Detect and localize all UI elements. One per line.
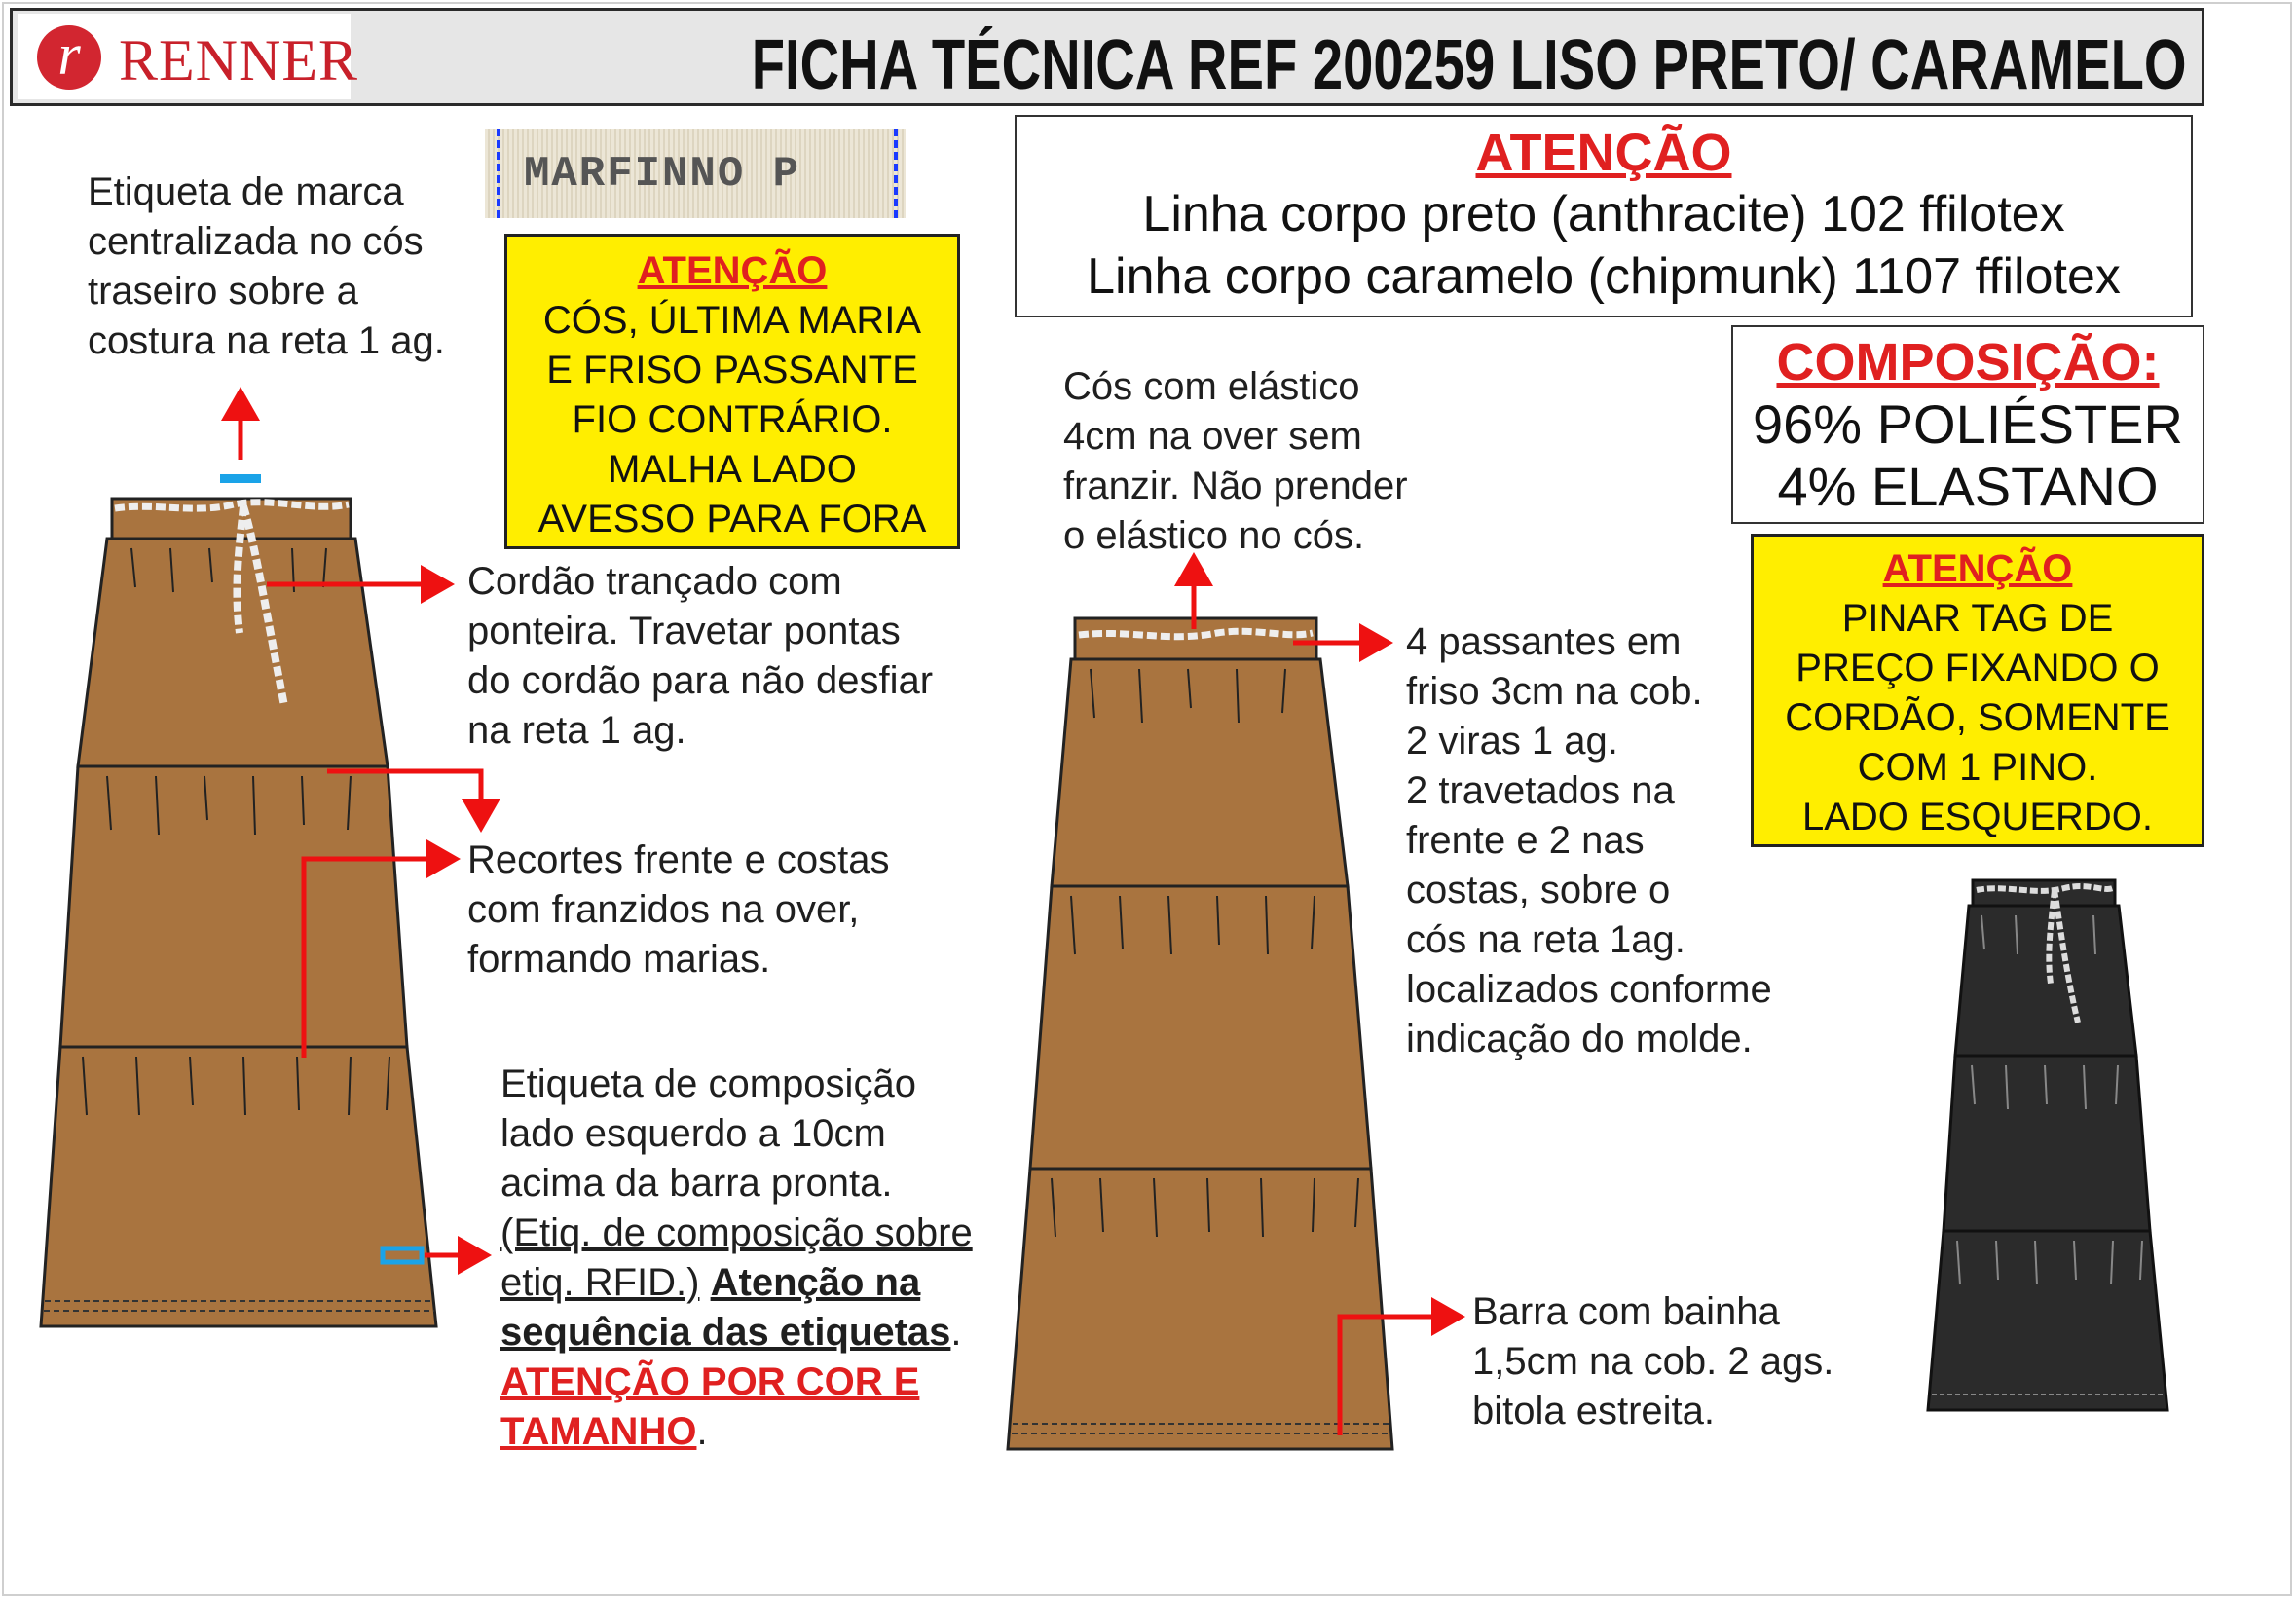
note-loops: 4 passantes em friso 3cm na cob. 2 viras 1 ag. 2 travetados na frente e 2 nas costas, sobre o cós na reta 1ag. localizados conforme indicação do molde. [1406, 620, 1772, 1060]
composition-label-main: Etiqueta de composição lado esquerdo a 10cm acima da barra pronta. [500, 1062, 916, 1205]
composition-box-title: COMPOSIÇÃO: [1776, 333, 2160, 391]
page-title: FICHA TÉCNICA REF 200259 LISO PRETO/ CARAMELO [752, 26, 2187, 104]
attention-box-price-tag-title: ATENÇÃO [1882, 547, 2073, 590]
attention-box-price-tag-line: PREÇO FIXANDO O [1796, 647, 2160, 689]
note-cuts: Recortes frente e costas com franzidos na over, formando marias. [467, 838, 890, 981]
logo-mark: r [37, 25, 101, 90]
note-brand-label: Etiqueta de marca centralizada no cós traseiro sobre a costura na reta 1 ag. [88, 170, 445, 362]
brand-label-text: MARFINNO P [524, 150, 801, 199]
attention-box-fabric-title: ATENÇÃO [637, 249, 828, 292]
attention-box-fabric-line: AVESSO PARA FORA [537, 498, 927, 540]
composition-label-sequence: Atenção na sequência das etiquetas [500, 1261, 951, 1354]
skirt-caramel-front [1008, 618, 1392, 1449]
composition-label-color-size: ATENÇÃO POR COR E TAMANHO [500, 1360, 920, 1453]
note-composition-label: Etiqueta de composição lado esquerdo a 10cm acima da barra pronta. (Etiq. de composição sobre etiq. RFID.) Atenção na sequência das etiquetas. ATENÇÃO POR COR E TAMANHO. [500, 1062, 973, 1453]
skirt-black [1928, 880, 2167, 1410]
attention-box-price-tag-line: COM 1 PINO. [1857, 746, 2098, 789]
attention-box-price-tag-line: CORDÃO, SOMENTE [1785, 696, 2170, 739]
composition-label-rfid: (Etiq. de composição sobre etiq. RFID.) [500, 1211, 973, 1304]
attention-box-fabric-line: CÓS, ÚLTIMA MARIA [542, 299, 922, 342]
attention-box-fabric-line: FIO CONTRÁRIO. [572, 398, 893, 441]
note-hem: Barra com bainha 1,5cm na cob. 2 ags. bitola estreita. [1472, 1290, 1834, 1433]
note-cord: Cordão trançado com ponteira. Travetar pontas do cordão para não desfiar na reta 1 ag. [467, 560, 934, 752]
composition-polyester: 96% POLIÉSTER [1753, 393, 2183, 455]
brand-label-position-mark [220, 474, 261, 483]
brand-name: RENNER [119, 28, 358, 93]
skirt-caramel-back [41, 499, 436, 1326]
thread-line-caramel: Linha corpo caramelo (chipmunk) 1107 ffilotex [1087, 248, 2121, 305]
attention-box-fabric-line: MALHA LADO [608, 448, 857, 491]
attention-box-fabric-line: E FRISO PASSANTE [546, 349, 918, 391]
composition-elastane: 4% ELASTANO [1777, 456, 2159, 517]
attention-box-price-tag-line: LADO ESQUERDO. [1801, 796, 2154, 838]
thread-box-title: ATENÇÃO [1475, 124, 1732, 182]
note-waist: Cós com elástico 4cm na over sem franzir. Não prender o elástico no cós. [1063, 365, 1408, 557]
thread-line-black: Linha corpo preto (anthracite) 102 ffilotex [1142, 186, 2065, 242]
attention-box-price-tag-line: PINAR TAG DE [1841, 597, 2114, 640]
